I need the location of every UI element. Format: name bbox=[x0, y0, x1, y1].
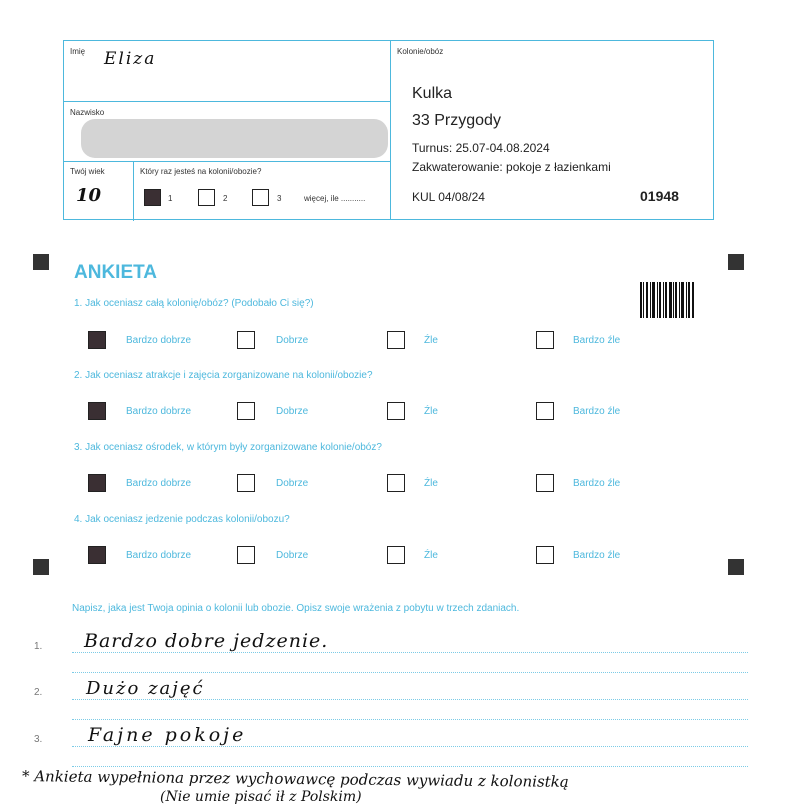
registration-mark bbox=[33, 559, 49, 575]
opinion-answer-3: Fajne pokoje bbox=[88, 724, 247, 746]
ktory-raz-checkbox-3[interactable] bbox=[252, 189, 269, 206]
q2-option-bardzo-dobrze: Bardzo dobrze bbox=[126, 406, 192, 417]
footnote-handwritten: * Ankieta wypełniona przez wychowawcę podczas wywiadu z kolonistką bbox=[21, 767, 569, 791]
opinion-answer-1: Bardzo dobre jedzenie. bbox=[84, 630, 329, 652]
ktory-raz-checkbox-1[interactable] bbox=[144, 189, 161, 206]
question-3: 3. Jak oceniasz ośrodek, w którym były zorganizowane kolonie/obóz? bbox=[74, 442, 382, 453]
line-number: 1. bbox=[34, 641, 43, 652]
line-number: 3. bbox=[34, 734, 43, 745]
wiek-label: Twój wiek bbox=[70, 167, 105, 176]
ktory-raz-option-more: więcej, ile ........... bbox=[304, 194, 366, 203]
q2-checkbox-bardzo-zle[interactable] bbox=[536, 402, 554, 420]
question-1: 1. Jak oceniasz całą kolonię/obóz? (Podobało Ci się?) bbox=[74, 298, 314, 309]
answer-line bbox=[72, 719, 748, 720]
q4-checkbox-dobrze[interactable] bbox=[237, 546, 255, 564]
q3-option-dobrze: Dobrze bbox=[276, 478, 309, 489]
q3-checkbox-bardzo-zle[interactable] bbox=[536, 474, 554, 492]
q1-checkbox-bardzo-dobrze[interactable] bbox=[88, 331, 106, 349]
kolonia-label: Kolonie/obóz bbox=[397, 47, 444, 56]
answer-line bbox=[72, 766, 748, 767]
redacted-surname bbox=[81, 119, 388, 158]
q2-checkbox-dobrze[interactable] bbox=[237, 402, 255, 420]
nazwisko-label: Nazwisko bbox=[70, 108, 105, 117]
q1-checkbox-zle[interactable] bbox=[387, 331, 405, 349]
question-4: 4. Jak oceniasz jedzenie podczas kolonii/obozu? bbox=[74, 514, 290, 525]
q2-option-bardzo-zle: Bardzo źle bbox=[573, 406, 621, 417]
ktory-raz-checkbox-2[interactable] bbox=[198, 189, 215, 206]
q2-checkbox-bardzo-dobrze[interactable] bbox=[88, 402, 106, 420]
divider bbox=[64, 101, 390, 102]
q1-option-bardzo-dobrze: Bardzo dobrze bbox=[126, 335, 192, 346]
camp-program: 33 Przygody bbox=[412, 112, 501, 129]
q3-checkbox-bardzo-dobrze[interactable] bbox=[88, 474, 106, 492]
ktory-raz-label: Który raz jesteś na kolonii/obozie? bbox=[140, 167, 262, 176]
registration-mark bbox=[728, 559, 744, 575]
q3-option-bardzo-dobrze: Bardzo dobrze bbox=[126, 478, 192, 489]
answer-line bbox=[72, 746, 748, 747]
ktory-raz-option-2: 2 bbox=[223, 194, 228, 203]
q1-option-dobrze: Dobrze bbox=[276, 335, 309, 346]
q2-checkbox-zle[interactable] bbox=[387, 402, 405, 420]
q4-option-dobrze: Dobrze bbox=[276, 550, 309, 561]
q1-option-zle: Źle bbox=[424, 335, 438, 346]
opinion-prompt: Napisz, jaka jest Twoja opinia o kolonii lub obozie. Opisz swoje wrażenia z pobytu w trzech zdaniach. bbox=[72, 603, 520, 614]
answer-line bbox=[72, 652, 748, 653]
camp-name: Kulka bbox=[412, 85, 453, 102]
q4-option-zle: Źle bbox=[424, 550, 438, 561]
opinion-answer-2: Dużo zajęć bbox=[86, 678, 205, 699]
imie-label: Imię bbox=[70, 47, 86, 56]
registration-mark bbox=[33, 254, 49, 270]
header-form bbox=[63, 40, 714, 220]
q4-checkbox-bardzo-dobrze[interactable] bbox=[88, 546, 106, 564]
divider bbox=[390, 41, 391, 220]
turnus: Turnus: 25.07-04.08.2024 bbox=[412, 141, 550, 155]
q3-option-bardzo-zle: Bardzo źle bbox=[573, 478, 621, 489]
q2-option-zle: Źle bbox=[424, 406, 438, 417]
camp-code: KUL 04/08/24 bbox=[412, 190, 485, 204]
q3-checkbox-zle[interactable] bbox=[387, 474, 405, 492]
barcode-icon bbox=[640, 282, 694, 318]
q1-option-bardzo-zle: Bardzo źle bbox=[573, 335, 621, 346]
ktory-raz-option-3: 3 bbox=[277, 194, 282, 203]
imie-value: Eliza bbox=[104, 49, 157, 69]
question-2: 2. Jak oceniasz atrakcje i zajęcia zorganizowane na kolonii/obozie? bbox=[74, 370, 373, 381]
q4-checkbox-zle[interactable] bbox=[387, 546, 405, 564]
answer-line bbox=[72, 699, 748, 700]
line-number: 2. bbox=[34, 687, 43, 698]
footnote-handwritten-2: (Nie umie pisać ił z Polskim) bbox=[160, 789, 362, 805]
divider bbox=[133, 161, 134, 221]
q1-checkbox-bardzo-zle[interactable] bbox=[536, 331, 554, 349]
form-number: 01948 bbox=[640, 188, 679, 204]
divider bbox=[64, 161, 390, 162]
answer-line bbox=[72, 672, 748, 673]
q2-option-dobrze: Dobrze bbox=[276, 406, 309, 417]
q3-option-zle: Źle bbox=[424, 478, 438, 489]
survey-title: ANKIETA bbox=[74, 262, 158, 283]
q3-checkbox-dobrze[interactable] bbox=[237, 474, 255, 492]
wiek-value: 10 bbox=[76, 185, 102, 206]
q4-checkbox-bardzo-zle[interactable] bbox=[536, 546, 554, 564]
zakwaterowanie: Zakwaterowanie: pokoje z łazienkami bbox=[412, 160, 611, 174]
ktory-raz-option-1: 1 bbox=[168, 194, 173, 203]
registration-mark bbox=[728, 254, 744, 270]
q4-option-bardzo-zle: Bardzo źle bbox=[573, 550, 621, 561]
q4-option-bardzo-dobrze: Bardzo dobrze bbox=[126, 550, 192, 561]
q1-checkbox-dobrze[interactable] bbox=[237, 331, 255, 349]
